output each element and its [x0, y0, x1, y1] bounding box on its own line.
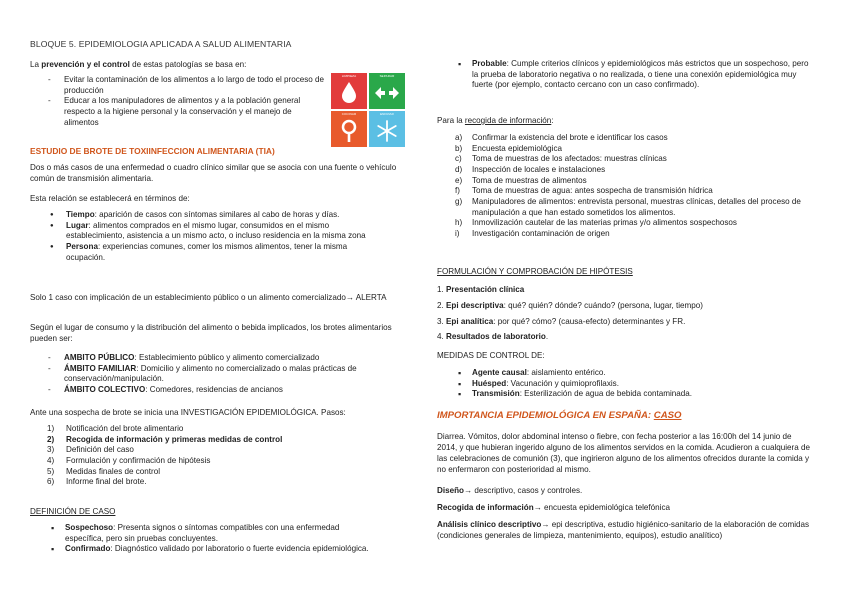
list-item: - ÁMBITO COLECTIVO: Comedores, residencias de ancianos	[30, 385, 386, 396]
list-item: ▪ Probable: Cumple criterios clínicos y epidemiológicos más estrictos que un sospechoso, pero la prueba de laboratorio negativa o no realizada, o tiene una conexión epidemiológica muy fuerte (por ejemplo, contacto cercano con un caso confirmado).	[437, 59, 809, 91]
list-item: 4. Resultados de laboratorio.	[437, 332, 549, 342]
list-item: b) Encuesta epidemiológica	[455, 143, 562, 153]
list-item: 2. Epi descriptiva: qué? quién? dónde? cuándo? (persona, lugar, tiempo)	[437, 300, 703, 310]
case-description: Diarrea. Vómitos, dolor abdominal intenso o fiebre, con fecha posterior a las 16:00h del 14 junio de 2014, y que hubieran ingerido alguno de los alimentos servidos en la comida. Acudieron a cualquiera de las celebraciones de comunión (3), que ingirieron alguno de los alimentos ofrecidos durante la comida y no enfermaron con posterioridad al mismo.	[437, 432, 811, 475]
list-item: 3. Epi analítica: por qué? cómo? (causa-efecto) determinantes y FR.	[437, 316, 686, 326]
cook-tile: COCINAR	[331, 111, 367, 147]
list-item: ▪ Huésped: Vacunación y quimioprofilaxis.	[437, 379, 787, 390]
clean-tile: LIMPIEZA	[331, 73, 367, 109]
hypothesis-heading: FORMULACIÓN Y COMPROBACIÓN DE HIPÓTESIS	[437, 267, 633, 276]
list-item: 6) Informe final del brote.	[47, 477, 147, 487]
importance-heading: IMPORTANCIA EPIDEMIOLÓGICA EN ESPAÑA: CASO	[437, 410, 682, 421]
chill-tile: ENFRIAR	[369, 111, 405, 147]
analysis-line: Análisis clínico descriptivo→ epi descriptiva, estudio higiénico-sanitario de la elaboración de comidas (condiciones generales de limpieza, mantenimiento, equipos), estudio analítico)	[437, 520, 810, 540]
list-item: 1) Notificación del brote alimentario	[47, 424, 184, 433]
list-item: ● Lugar: alimentos comprados en el mismo lugar, consumidos en el mismo establecimiento, asistencia a un mismo acto, o incluso residencia en la misma zona	[30, 221, 375, 242]
consumption-intro: Según el lugar de consumo y la distribución del alimento o bebida implicados, los brotes alimentarios pueden ser:	[30, 323, 392, 343]
list-item: 1. Presentación clínica	[437, 285, 525, 294]
list-item: d) Inspección de locales e instalaciones	[455, 165, 606, 175]
list-item: - AMBITO PÚBLICO: Establecimiento público y alimento comercializado	[30, 353, 386, 364]
consumption-list	[30, 353, 386, 396]
control-heading: MEDIDAS DE CONTROL DE:	[437, 351, 545, 360]
alert-text: Solo 1 caso con implicación de un establecimiento público o un alimento comercializado→ ALERTA	[30, 293, 387, 302]
collection-list	[437, 133, 807, 240]
steps-intro: Ante una sospecha de brote se inicia una INVESTIGACIÓN EPIDEMIOLÓGICA. Pasos:	[30, 408, 346, 417]
page-header: BLOQUE 5. EPIDEMIOLOGIA APLICADA A SALUD ALIMENTARIA	[30, 39, 292, 49]
case-definition-heading: DEFINICIÓN DE CASO	[30, 507, 116, 516]
collection-intro: Para la recogida de información:	[437, 116, 554, 125]
list-item: 4) Formulación y confirmación de hipótesis	[47, 456, 211, 466]
list-item: 5) Medidas finales de control	[47, 466, 161, 476]
relation-intro: Esta relación se establecerá en términos de:	[30, 194, 190, 203]
list-item: - ÁMBITO FAMILIAR: Domicilio y alimento no comercializado o malas prácticas de conservación/manipulación.	[30, 364, 386, 385]
list-item: h) Inmovilización cautelar de las materias primas y/o alimentos sospechosos	[455, 218, 737, 228]
list-item: ▪ Confirmado: Diagnóstico validado por laboratorio o fuerte evidencia epidemiológica.	[30, 544, 380, 555]
prevention-list	[30, 75, 328, 128]
list-item: - Educar a los manipuladores de alimentos y a la población general respecto a la higiene personal y la conservación y el manejo de alimentos	[30, 96, 328, 128]
info-line: Recogida de información→ encuesta epidemiológica telefónica	[437, 503, 671, 512]
hypothesis-list	[437, 282, 815, 345]
steps-list	[30, 424, 370, 488]
list-item: ▪ Sospechoso: Presenta signos o síntomas compatibles con una enfermedad específica, pero sin pruebas concluyentes.	[30, 523, 380, 544]
list-item: ▪ Transmisión: Esterilización de agua de bebida contaminada.	[437, 389, 787, 400]
list-item: ● Tiempo: aparición de casos con síntomas similares al cabo de horas y días.	[30, 210, 375, 221]
list-item: g) Manipuladores de alimentos: entrevista personal, muestras clínicas, detalles del proceso de manipulación a que han estado sometidos los alimentos.	[455, 197, 801, 217]
tia-heading: ESTUDIO DE BROTE DE TOXIINFECCION ALIMENTARIA (TIA)	[30, 146, 275, 156]
control-list	[437, 368, 787, 400]
list-item: - Evitar la contaminación de los alimentos a lo largo de todo el proceso de producción	[30, 75, 328, 96]
list-item: c) Toma de muestras de los afectados: muestras clínicas	[455, 154, 667, 164]
design-line: Diseño→ descriptivo, casos y controles.	[437, 486, 583, 495]
food-safety-icons	[331, 73, 406, 147]
prevention-intro: La prevención y el control de estas patologías se basa en:	[30, 60, 247, 69]
list-item: f) Toma de muestras de agua: antes sospecha de transmisión hídrica	[455, 186, 713, 196]
list-item: e) Toma de muestras de alimentos	[455, 175, 587, 185]
list-item: a) Confirmar la existencia del brote e identificar los casos	[455, 133, 668, 142]
list-item: 2) Recogida de información y primeras medidas de control	[47, 434, 283, 444]
list-item: ● Persona: experiencias comunes, comer los mismos alimentos, tener la misma ocupación.	[30, 242, 375, 263]
relation-list	[30, 210, 375, 263]
probable-item	[437, 59, 809, 91]
list-item: 3) Definición del caso	[47, 445, 134, 455]
separate-tile: SEPARAR	[369, 73, 405, 109]
tia-definition: Dos o más casos de una enfermedad o cuadro clínico similar que se asocia con una fuente o vehículo común de transmisión alimentaria.	[30, 163, 397, 183]
case-definition-list	[30, 523, 380, 555]
list-item: i) Investigación contaminación de origen	[455, 229, 610, 239]
list-item: ▪ Agente causal: aislamiento entérico.	[437, 368, 787, 379]
